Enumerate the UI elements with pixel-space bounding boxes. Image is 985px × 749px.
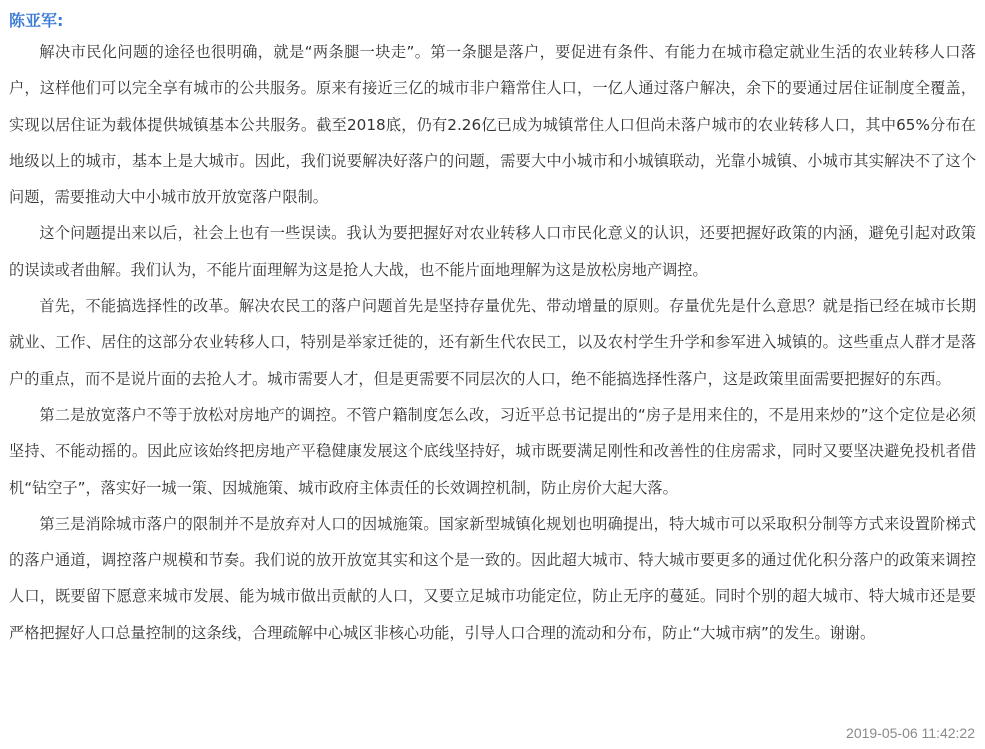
paragraph-1: 解决市民化问题的途径也很明确，就是“两条腿一块走”。第一条腿是落户，要促进有条件、有能力在城市稳定就业生活的农业转移人口落户，这样他们可以完全享有城市的公共服务。原来有接近三亿的城市非户籍常住人口，一亿人通过落户解决，余下的要通过居住证制度全覆盖，实现以居住证为载体提供城镇基本公共服务。截至2018底，仍有2.26亿已成为城镇常住人口但尚未落户城市的农业转移人口，其中65%分布在地级以上的城市，基本上是大城市。因此，我们说要解决好落户的问题，需要大中小城市和小城镇联动，光靠小城镇、小城市其实解决不了这个问题，需要推动大中小城市放开放宽落户限制。 [9, 43, 976, 207]
paragraph-4: 第二是放宽落户不等于放松对房地产的调控。不管户籍制度怎么改，习近平总书记提出的“房子是用来住的，不是用来炒的”这个定位是必须坚持、不能动摇的。因此应该始终把房地产平稳健康发展这个底线坚持好，城市既要满足刚性和改善性的住房需求，同时又要坚决避免投机者借机“钻空子”，落实好一城一策、因城施策、城市政府主体责任的长效调控机制，防止房价大起大落。 [9, 405, 976, 497]
speaker-name: 陈亚军: [9, 11, 64, 30]
paragraph-5: 第三是消除城市落户的限制并不是放弃对人口的因城施策。国家新型城镇化规划也明确提出，特大城市可以采取积分制等方式来设置阶梯式的落户通道，调控落户规模和节奏。我们说的放开放宽其实和这个是一致的。因此超大城市、特大城市要更多的通过优化积分落户的政策来调控人口，既要留下愿意来城市发展、能为城市做出贡献的人口，又要立足城市功能定位，防止无序的蔓延。同时个别的超大城市、特大城市还是要严格把握好人口总量控制的这条线，合理疏解中心城区非核心功能，引导人口合理的流动和分布，防止“大城市病”的发生。谢谢。 [9, 514, 976, 642]
post-timestamp: 2019-05-06 11:42:22 [846, 725, 975, 741]
paragraph-2: 这个问题提出来以后，社会上也有一些误读。我认为要把握好对农业转移人口市民化意义的认识，还要把握好政策的内涵，避免引起对政策的误读或者曲解。我们认为，不能片面理解为这是抢人大战，也不能片面地理解为这是放松房地产调控。 [9, 224, 976, 279]
paragraph-3: 首先，不能搞选择性的改革。解决农民工的落户问题首先是坚持存量优先、带动增量的原则。存量优先是什么意思？就是指已经在城市长期就业、工作、居住的这部分农业转移人口，特别是举家迁徙的，还有新生代农民工，以及农村学生升学和参军进入城镇的。这些重点人群才是落户的重点，而不是说片面的去抢人才。城市需要人才，但是更需要不同层次的人口，绝不能搞选择性落户，这是政策里面需要把握好的东西。 [9, 297, 976, 388]
